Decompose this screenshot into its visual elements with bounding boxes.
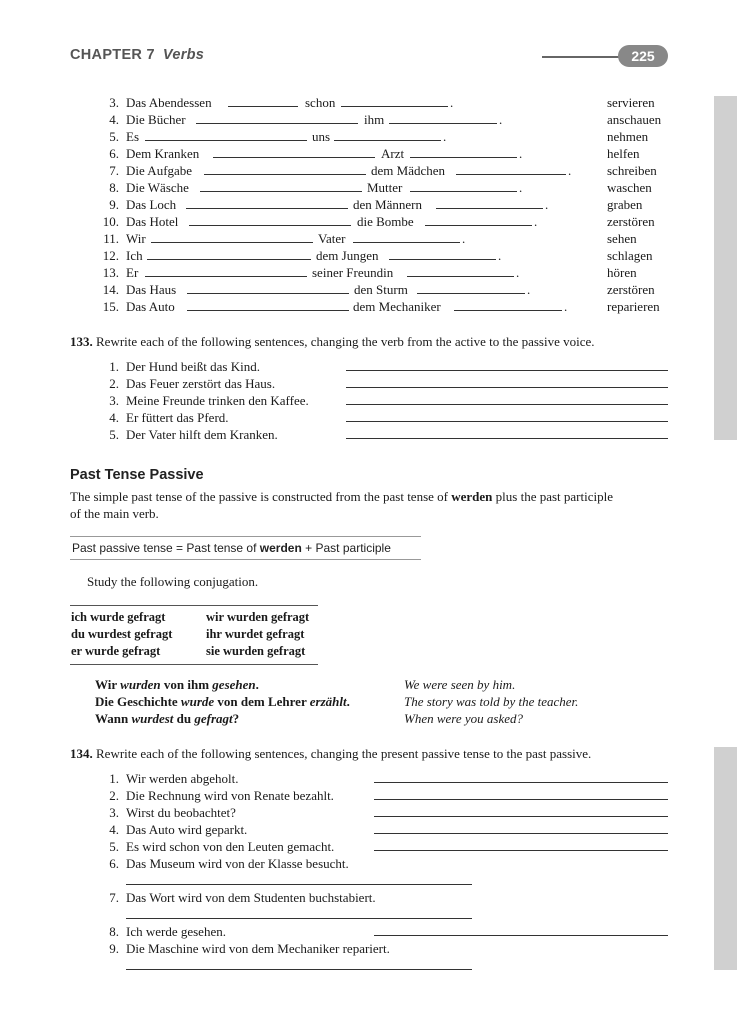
example-verb-form: erzählt xyxy=(309,694,347,709)
answer-blank[interactable] xyxy=(145,276,307,277)
item-middle: den Sturm xyxy=(354,282,408,297)
answer-blank[interactable] xyxy=(189,225,351,226)
exercise-133-instruction xyxy=(70,333,670,350)
item-subject: Wir xyxy=(126,231,146,246)
answer-blank[interactable] xyxy=(410,157,517,158)
item-end: . xyxy=(545,197,549,212)
example-verb-form: wurde xyxy=(180,694,215,709)
answer-line[interactable] xyxy=(374,935,668,936)
answer-blank[interactable] xyxy=(454,310,562,311)
answer-blank[interactable] xyxy=(213,157,375,158)
chapter-header xyxy=(70,47,204,63)
answer-blank[interactable] xyxy=(200,191,362,192)
intro-keyword: werden xyxy=(451,489,493,504)
exercise-item xyxy=(0,787,737,804)
item-verb: hören xyxy=(607,265,637,280)
item-number: 3. xyxy=(109,393,119,408)
item-subject: Dem Kranken xyxy=(126,146,200,161)
answer-line[interactable] xyxy=(126,969,472,970)
exercise-item xyxy=(0,162,737,179)
answer-line[interactable] xyxy=(346,387,668,388)
item-sentence: Es wird schon von den Leuten gemacht. xyxy=(126,839,335,854)
answer-line[interactable] xyxy=(374,782,668,783)
item-verb: helfen xyxy=(607,146,640,161)
example-translation: We were seen by him. xyxy=(404,677,516,692)
formula-keyword: werden xyxy=(259,541,302,555)
answer-blank[interactable] xyxy=(151,242,313,243)
exercise-item xyxy=(0,940,737,957)
item-sentence: Das Museum wird von der Klasse besucht. xyxy=(126,856,349,871)
section-intro xyxy=(70,488,680,522)
item-sentence: Wir werden abgeholt. xyxy=(126,771,239,786)
intro-text: plus the past participle xyxy=(495,489,613,504)
exercise-item xyxy=(0,94,737,111)
exercise-item xyxy=(0,804,737,821)
exercise-item xyxy=(0,196,737,213)
exercise-item xyxy=(0,923,737,940)
answer-blank[interactable] xyxy=(334,140,441,141)
exercise-134-instruction xyxy=(70,745,670,762)
chapter-section: Verbs xyxy=(162,47,205,63)
answer-line[interactable] xyxy=(374,850,668,851)
item-end: . xyxy=(527,282,531,297)
item-middle: Arzt xyxy=(381,146,405,161)
item-number: 11. xyxy=(103,231,119,246)
item-sentence: Die Rechnung wird von Renate bezahlt. xyxy=(126,788,334,803)
answer-line[interactable] xyxy=(346,421,668,422)
item-number: 3. xyxy=(109,95,119,110)
item-sentence: Meine Freunde trinken den Kaffee. xyxy=(126,393,309,408)
conjugation-cell: ihr wurdet gefragt xyxy=(206,627,305,641)
answer-line[interactable] xyxy=(126,918,472,919)
answer-blank[interactable] xyxy=(410,191,517,192)
answer-line[interactable] xyxy=(346,370,668,371)
conjugation-table xyxy=(70,605,318,665)
exercise-item xyxy=(0,821,737,838)
instruction-text: Rewrite each of the following sentences, changing the present passive tense to the past passive. xyxy=(96,746,592,761)
exercise-number: 134. xyxy=(70,746,93,761)
answer-blank[interactable] xyxy=(341,106,448,107)
item-end: . xyxy=(519,180,523,195)
item-number: 15. xyxy=(102,299,119,314)
formula-box xyxy=(70,536,421,560)
item-sentence: Das Wort wird von dem Studenten buchstabiert. xyxy=(126,890,376,905)
item-number: 3. xyxy=(109,805,119,820)
answer-blank[interactable] xyxy=(147,259,311,260)
answer-line[interactable] xyxy=(374,833,668,834)
item-sentence: Er füttert das Pferd. xyxy=(126,410,229,425)
intro-text: of the main verb. xyxy=(70,506,159,521)
item-subject: Das Abendessen xyxy=(126,95,212,110)
item-verb: sehen xyxy=(607,231,637,246)
intro-text: The simple past tense of the passive is constructed from the past tense of xyxy=(70,489,448,504)
answer-blank[interactable] xyxy=(417,293,525,294)
answer-line[interactable] xyxy=(374,799,668,800)
item-middle: seiner Freundin xyxy=(312,265,394,280)
item-subject: Er xyxy=(126,265,139,280)
item-subject: Die Wäsche xyxy=(126,180,189,195)
exercise-number: 133. xyxy=(70,334,93,349)
exercise-item xyxy=(0,264,737,281)
exercise-item xyxy=(0,298,737,315)
exercise-item xyxy=(0,770,737,787)
example-text: Wir xyxy=(95,677,121,692)
item-number: 2. xyxy=(109,376,119,391)
item-sentence: Die Maschine wird von dem Mechaniker repariert. xyxy=(126,941,390,956)
exercise-item xyxy=(0,889,737,906)
item-sentence: Der Vater hilft dem Kranken. xyxy=(126,427,278,442)
exercise-item xyxy=(0,358,737,375)
example-translation: When were you asked? xyxy=(404,711,524,726)
item-subject: Die Bücher xyxy=(126,112,186,127)
answer-blank[interactable] xyxy=(436,208,543,209)
item-middle: Vater xyxy=(318,231,346,246)
item-end: . xyxy=(443,129,447,144)
exercise-item xyxy=(0,426,737,443)
example-verb-form: gesehen xyxy=(212,677,256,692)
item-sentence: Das Feuer zerstört das Haus. xyxy=(126,376,276,391)
item-number: 7. xyxy=(109,163,119,178)
exercise-item xyxy=(0,409,737,426)
item-end: . xyxy=(450,95,454,110)
answer-blank[interactable] xyxy=(186,208,348,209)
item-middle: dem Mechaniker xyxy=(353,299,441,314)
item-number: 9. xyxy=(109,197,119,212)
item-middle: ihm xyxy=(364,112,385,127)
formula-text: Past passive tense = Past tense of xyxy=(72,541,257,555)
conjugation-cell: du wurdest gefragt xyxy=(71,627,173,641)
exercise-item xyxy=(0,375,737,392)
item-number: 2. xyxy=(109,788,119,803)
item-number: 1. xyxy=(109,771,119,786)
exercise-item xyxy=(0,281,737,298)
item-number: 7. xyxy=(109,890,119,905)
example-verb-form: wurden xyxy=(120,677,161,692)
item-number: 5. xyxy=(109,129,119,144)
item-number: 13. xyxy=(102,265,119,280)
example-verb-form: gefragt xyxy=(194,711,233,726)
instruction-text: Rewrite each of the following sentences, changing the verb from the active to the passive voice. xyxy=(96,334,595,349)
answer-line[interactable] xyxy=(346,438,668,439)
item-middle: schon xyxy=(305,95,336,110)
example-text: Die Geschichte xyxy=(95,694,181,709)
item-verb: graben xyxy=(607,197,643,212)
answer-blank[interactable] xyxy=(145,140,307,141)
item-number: 6. xyxy=(109,856,119,871)
item-end: . xyxy=(534,214,538,229)
study-instruction: Study the following conjugation. xyxy=(87,574,259,589)
item-end: . xyxy=(499,112,503,127)
exercise-item xyxy=(0,838,737,855)
item-middle: die Bombe xyxy=(357,214,414,229)
item-middle: dem Jungen xyxy=(316,248,379,263)
item-subject: Ich xyxy=(126,248,143,263)
item-verb: reparieren xyxy=(607,299,660,314)
chapter-label: CHAPTER 7 xyxy=(70,47,155,63)
example-text: du xyxy=(173,711,195,726)
exercise-item xyxy=(0,128,737,145)
item-subject: Es xyxy=(126,129,139,144)
item-end: . xyxy=(516,265,520,280)
exercise-item xyxy=(0,247,737,264)
item-middle: Mutter xyxy=(367,180,403,195)
item-end: . xyxy=(568,163,572,178)
item-end: . xyxy=(519,146,523,161)
item-subject: Das Loch xyxy=(126,197,177,212)
item-verb: nehmen xyxy=(607,129,649,144)
item-middle: uns xyxy=(312,129,331,144)
example-text: . xyxy=(255,677,259,692)
example-text: von dem Lehrer xyxy=(214,694,310,709)
item-subject: Das Hotel xyxy=(126,214,179,229)
example-german xyxy=(95,710,239,727)
item-sentence: Das Auto wird geparkt. xyxy=(126,822,248,837)
conjugation-cell: ich wurde gefragt xyxy=(71,610,166,624)
item-number: 5. xyxy=(109,839,119,854)
item-number: 8. xyxy=(109,924,119,939)
item-sentence: Wirst du beobachtet? xyxy=(126,805,236,820)
item-subject: Das Haus xyxy=(126,282,177,297)
item-end: . xyxy=(498,248,502,263)
item-verb: waschen xyxy=(607,180,652,195)
item-number: 1. xyxy=(109,359,119,374)
answer-blank[interactable] xyxy=(456,174,566,175)
section-heading: Past Tense Passive xyxy=(70,467,204,483)
page-number-badge: 225 xyxy=(618,45,668,67)
example-text: Wann xyxy=(95,711,132,726)
answer-blank[interactable] xyxy=(187,293,349,294)
item-verb: anschauen xyxy=(607,112,662,127)
answer-blank[interactable] xyxy=(228,106,298,107)
exercise-item xyxy=(0,392,737,409)
formula-text: + Past participle xyxy=(305,541,391,555)
item-verb: servieren xyxy=(607,95,655,110)
item-verb: schlagen xyxy=(607,248,653,263)
item-number: 6. xyxy=(109,146,119,161)
item-sentence: Der Hund beißt das Kind. xyxy=(126,359,260,374)
answer-line[interactable] xyxy=(346,404,668,405)
item-number: 4. xyxy=(109,112,119,127)
conjugation-cell: sie wurden gefragt xyxy=(206,644,306,658)
item-middle: den Männern xyxy=(353,197,422,212)
conjugation-cell: er wurde gefragt xyxy=(71,644,161,658)
item-number: 14. xyxy=(102,282,119,297)
example-text: von ihm xyxy=(160,677,213,692)
exercise-item xyxy=(0,111,737,128)
answer-blank[interactable] xyxy=(407,276,514,277)
item-subject: Die Aufgabe xyxy=(126,163,193,178)
answer-blank[interactable] xyxy=(204,174,366,175)
answer-blank[interactable] xyxy=(196,123,358,124)
item-number: 12. xyxy=(102,248,119,263)
answer-blank[interactable] xyxy=(187,310,349,311)
exercise-item xyxy=(0,145,737,162)
item-verb: zerstören xyxy=(607,282,655,297)
exercise-item xyxy=(0,213,737,230)
item-number: 9. xyxy=(109,941,119,956)
answer-blank[interactable] xyxy=(425,225,532,226)
conjugation-cell: wir wurden gefragt xyxy=(206,610,310,624)
item-number: 5. xyxy=(109,427,119,442)
example-verb-form: wurdest xyxy=(131,711,174,726)
exercise-item xyxy=(0,179,737,196)
item-number: 4. xyxy=(109,822,119,837)
example-translation: The story was told by the teacher. xyxy=(404,694,579,709)
answer-blank[interactable] xyxy=(389,259,496,260)
item-verb: schreiben xyxy=(607,163,657,178)
answer-blank[interactable] xyxy=(353,242,460,243)
item-middle: dem Mädchen xyxy=(371,163,446,178)
item-sentence: Ich werde gesehen. xyxy=(126,924,226,939)
exercise-item xyxy=(0,855,737,872)
item-number: 4. xyxy=(109,410,119,425)
answer-line[interactable] xyxy=(126,884,472,885)
example-text: ? xyxy=(232,711,240,726)
item-end: . xyxy=(462,231,466,246)
item-subject: Das Auto xyxy=(126,299,175,314)
item-number: 8. xyxy=(109,180,119,195)
example-german xyxy=(95,676,259,693)
answer-blank[interactable] xyxy=(389,123,497,124)
exercise-item xyxy=(0,230,737,247)
example-german xyxy=(95,693,350,710)
item-verb: zerstören xyxy=(607,214,655,229)
item-number: 10. xyxy=(102,214,119,229)
item-end: . xyxy=(564,299,568,314)
answer-line[interactable] xyxy=(374,816,668,817)
example-text: . xyxy=(346,694,350,709)
